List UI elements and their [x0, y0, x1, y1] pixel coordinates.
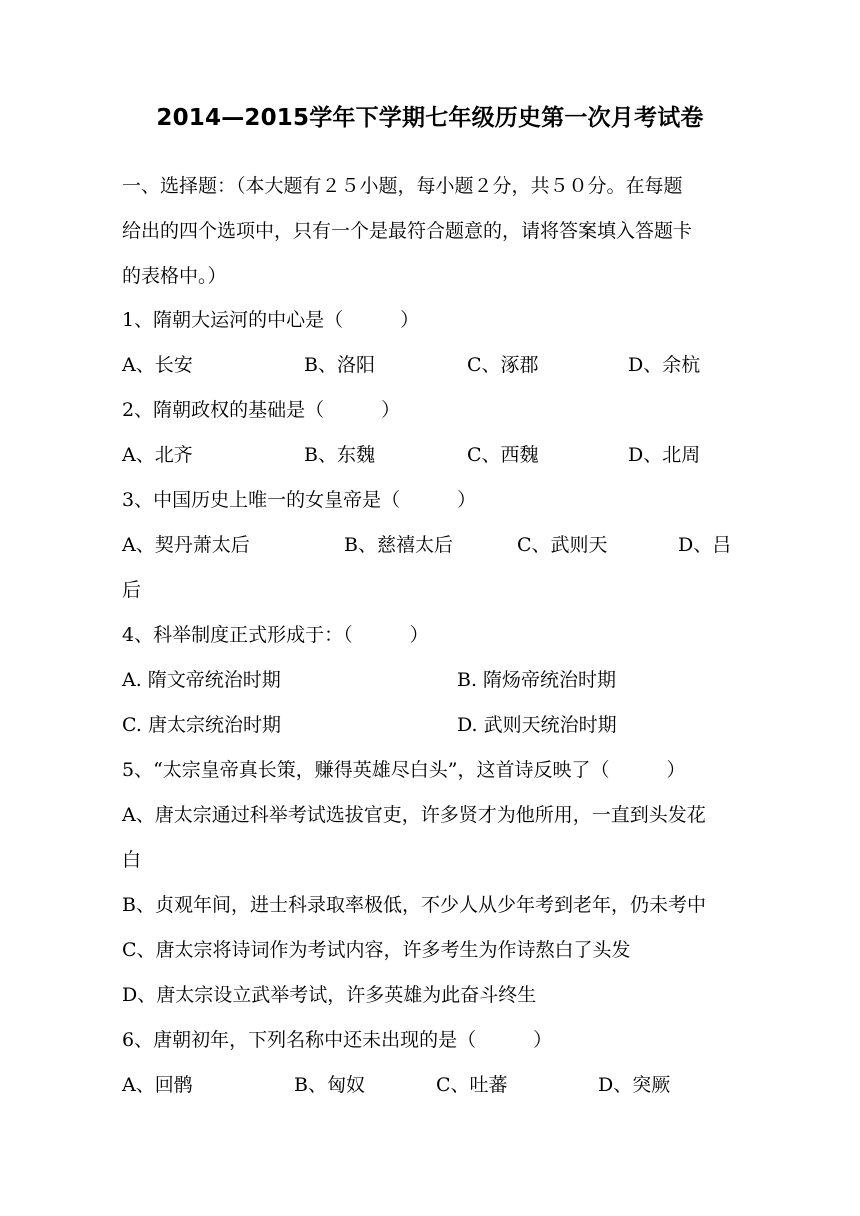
question-1-option-b: B、洛阳	[304, 354, 375, 376]
question-1-option-c: C、涿郡	[467, 354, 539, 376]
question-3-option-d: D、吕	[678, 534, 732, 556]
question-4-option-a: A. 隋文帝统治时期	[122, 669, 281, 691]
question-6-option-c: C、吐蕃	[436, 1074, 508, 1096]
question-5-option-line: 白	[122, 849, 142, 871]
question-2-stem: 2、隋朝政权的基础是（ ）	[122, 399, 401, 421]
question-6-option-a: A、回鹘	[122, 1074, 193, 1096]
question-4-option-d: D. 武则天统治时期	[457, 714, 617, 736]
question-3-stem: 3、中国历史上唯一的女皇帝是（ ）	[122, 489, 477, 511]
question-6-stem: 6、唐朝初年，下列名称中还未出现的是（ ）	[122, 1029, 553, 1051]
question-4-option-b: B. 隋炀帝统治时期	[457, 669, 617, 691]
question-3-option-c: C、武则天	[517, 534, 608, 556]
question-5-option-line: C、唐太宗将诗词作为考试内容，许多考生为作诗熬白了头发	[122, 939, 631, 961]
question-5-option-line: D、唐太宗设立武举考试，许多英雄为此奋斗终生	[122, 984, 537, 1006]
question-3-option-b: B、慈禧太后	[344, 534, 453, 556]
question-4-option-c: C. 唐太宗统治时期	[122, 714, 281, 736]
section-intro-line: 一、选择题：（本大题有２５小题，每小题２分，共５０分。在每题	[122, 175, 683, 197]
question-2-option-c: C、西魏	[467, 444, 539, 466]
page-title: 2014—2015学年下学期七年级历史第一次月考试卷	[156, 105, 704, 131]
section-intro-line: 给出的四个选项中，只有一个是最符合题意的，请将答案填入答题卡	[122, 220, 693, 242]
question-2-option-b: B、东魏	[304, 444, 375, 466]
question-1-option-a: A、长安	[122, 354, 193, 376]
question-5-stem: 5、“太宗皇帝真长策，赚得英雄尽白头”，这首诗反映了（ ）	[122, 759, 686, 781]
question-1-option-d: D、余杭	[628, 354, 701, 376]
question-5-option-line: A、唐太宗通过科举考试选拔官吏，许多贤才为他所用，一直到头发花	[122, 804, 706, 826]
question-3-option-a: A、契丹萧太后	[122, 534, 250, 556]
question-2-option-a: A、北齐	[122, 444, 193, 466]
question-6-option-b: B、匈奴	[294, 1074, 365, 1096]
question-5-option-line: B、贞观年间，进士科录取率极低，不少人从少年考到老年，仍未考中	[122, 894, 706, 916]
question-6-option-d: D、突厥	[598, 1074, 671, 1096]
question-3-wrap-text: 后	[122, 579, 142, 601]
question-2-option-d: D、北周	[628, 444, 701, 466]
section-intro-line: 的表格中。）	[122, 265, 227, 287]
question-4-stem: 4、科举制度正式形成于：（ ）	[122, 624, 429, 646]
question-1-stem: 1、隋朝大运河的中心是（ ）	[122, 309, 420, 331]
